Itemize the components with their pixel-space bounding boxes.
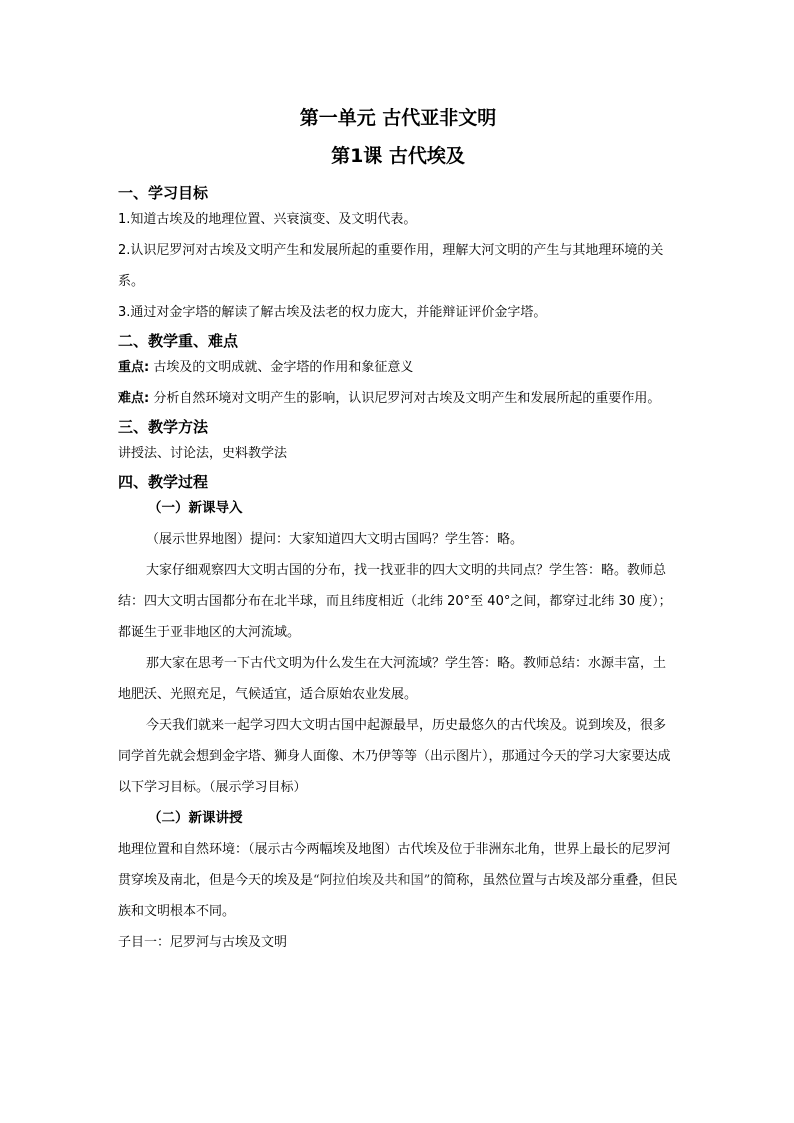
geography-text-before: 地理位置和自然环境：（展示古今两幅埃及地图）古代埃及位于非洲东北角，世界上最长的尼罗河贯穿埃及南北，但是今天的埃及是: [118, 842, 671, 888]
geography-paragraph: [118, 834, 678, 927]
subheading-intro: （一）新课导入: [148, 500, 243, 516]
objective-1: 1.知道古埃及的地理位置、兴衰演变、及文明代表。: [118, 212, 417, 227]
intro-paragraph-1: （展示世界地图）提问：大家知道四大文明古国吗？学生答：略。: [146, 532, 524, 547]
intro-paragraph-2: 大家仔细观察四大文明古国的分布，找一找亚非的四大文明的共同点？学生答：略。教师总结：四大文明古国都分布在北半球，而且纬度相近（北纬 20°至 40°之间，都穿过北纬 30 度）；都诞生于亚非地区的大河流域。: [118, 563, 672, 640]
subtopic-1: 子目一：尼罗河与古埃及文明: [118, 935, 288, 950]
geography-text-after: 的简称，虽然位置与古埃及部分重叠，但民族和文明根本不同。: [118, 873, 678, 919]
section-heading-objectives: 一、学习目标: [118, 184, 209, 202]
key-point-label: 重点:: [118, 360, 150, 375]
geography-quote: “阿拉伯埃及共和国”: [313, 873, 431, 888]
document-page: [118, 100, 678, 958]
lesson-title: 第1课 古代埃及: [331, 145, 465, 167]
section-heading-methods: 三、教学方法: [118, 418, 209, 436]
key-point-text: 古埃及的文明成就、金字塔的作用和象征意义: [149, 360, 414, 375]
section-heading-process: 四、教学过程: [118, 473, 209, 491]
hard-point: [118, 383, 678, 414]
hard-point-label: 难点:: [118, 391, 150, 406]
objective-2: 2.认识尼罗河对古埃及文明产生和发展所起的重要作用，理解大河文明的产生与其地理环境的关系。: [118, 243, 664, 289]
key-point: [118, 352, 678, 383]
hard-point-text: 分析自然环境对文明产生的影响，认识尼罗河对古埃及文明产生和发展所起的重要作用。: [149, 391, 661, 406]
objective-3: 3.通过对金字塔的解读了解古埃及法老的权力庞大，并能辩证评价金字塔。: [118, 305, 547, 320]
section-heading-key-points: 二、教学重、难点: [118, 332, 239, 350]
unit-title: 第一单元 古代亚非文明: [299, 107, 497, 129]
subheading-lecture: （二）新课讲授: [148, 810, 243, 826]
intro-paragraph-4: 今天我们就来一起学习四大文明古国中起源最早，历史最悠久的古代埃及。说到埃及，很多同学首先就会想到金字塔、狮身人面像、木乃伊等等（出示图片），那通过今天的学习大家要达成以下学习目标。（展示学习目标）: [118, 718, 671, 795]
methods-text: 讲授法、讨论法，史料教学法: [118, 446, 288, 461]
intro-paragraph-3: 那大家在思考一下古代文明为什么发生在大河流域？学生答：略。教师总结：水源丰富，土地肥沃、光照充足，气候适宜，适合原始农业发展。: [118, 656, 667, 702]
